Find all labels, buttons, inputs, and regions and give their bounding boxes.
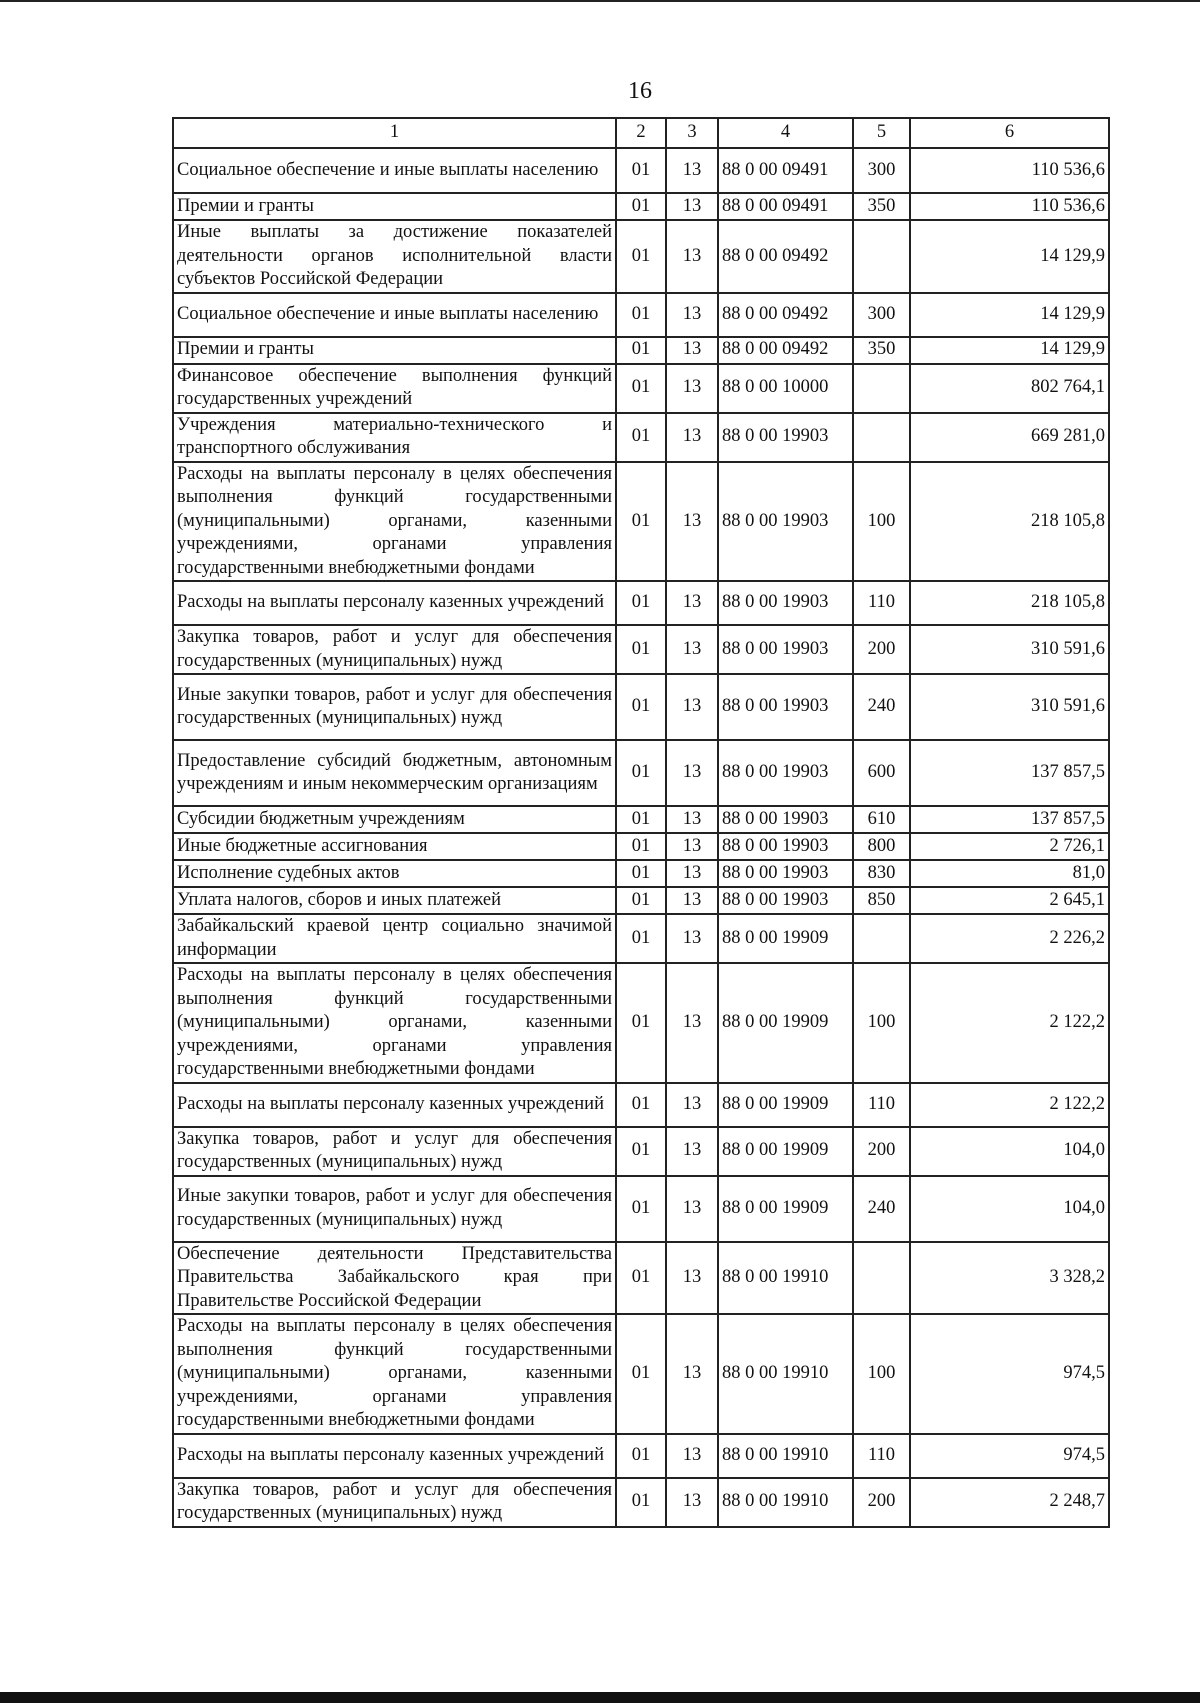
table-row bbox=[173, 581, 1109, 625]
row-expense-type-cell: 610 bbox=[853, 806, 910, 833]
row-target-code-cell: 88 0 00 19903 bbox=[718, 860, 853, 887]
row-name-cell: Премии и гранты bbox=[173, 193, 616, 220]
row-target-code-cell: 88 0 00 19903 bbox=[718, 740, 853, 806]
table-row bbox=[173, 1478, 1109, 1527]
row-expense-type-cell: 350 bbox=[853, 337, 910, 364]
row-subsection-cell: 13 bbox=[666, 1127, 718, 1176]
row-name-cell: Уплата налогов, сборов и иных платежей bbox=[173, 887, 616, 914]
row-subsection-cell: 13 bbox=[666, 193, 718, 220]
table-row bbox=[173, 740, 1109, 806]
row-section-cell: 01 bbox=[616, 1083, 666, 1127]
row-amount-cell: 110 536,6 bbox=[910, 148, 1109, 193]
row-section-cell: 01 bbox=[616, 337, 666, 364]
table-row bbox=[173, 887, 1109, 914]
table-row bbox=[173, 1176, 1109, 1242]
page-number: 16 bbox=[628, 78, 652, 104]
row-target-code-cell: 88 0 00 19909 bbox=[718, 1083, 853, 1127]
row-expense-type-cell: 110 bbox=[853, 581, 910, 625]
row-expense-type-cell: 350 bbox=[853, 193, 910, 220]
row-subsection-cell: 13 bbox=[666, 1083, 718, 1127]
row-amount-cell: 669 281,0 bbox=[910, 413, 1109, 462]
table-row bbox=[173, 833, 1109, 860]
row-expense-type-cell: 100 bbox=[853, 462, 910, 582]
row-name-cell: Обеспечение деятельности Представительства Правительства Забайкальского края при Правительстве Российской Федерации bbox=[173, 1242, 616, 1315]
row-target-code-cell: 88 0 00 19903 bbox=[718, 625, 853, 674]
row-expense-type-cell: 240 bbox=[853, 1176, 910, 1242]
table-row bbox=[173, 148, 1109, 193]
row-amount-cell: 218 105,8 bbox=[910, 581, 1109, 625]
row-section-cell: 01 bbox=[616, 148, 666, 193]
row-section-cell: 01 bbox=[616, 833, 666, 860]
row-target-code-cell: 88 0 00 10000 bbox=[718, 364, 853, 413]
scan-top-edge bbox=[0, 0, 1200, 2]
row-amount-cell: 2 726,1 bbox=[910, 833, 1109, 860]
row-section-cell: 01 bbox=[616, 963, 666, 1083]
table-row bbox=[173, 413, 1109, 462]
table-row bbox=[173, 1314, 1109, 1434]
row-subsection-cell: 13 bbox=[666, 148, 718, 193]
column-header-6: 6 bbox=[910, 118, 1109, 148]
row-target-code-cell: 88 0 00 19903 bbox=[718, 462, 853, 582]
row-section-cell: 01 bbox=[616, 413, 666, 462]
row-amount-cell: 2 122,2 bbox=[910, 963, 1109, 1083]
row-expense-type-cell: 240 bbox=[853, 674, 910, 740]
table-row bbox=[173, 293, 1109, 337]
row-target-code-cell: 88 0 00 19903 bbox=[718, 833, 853, 860]
row-section-cell: 01 bbox=[616, 887, 666, 914]
table-row bbox=[173, 364, 1109, 413]
row-subsection-cell: 13 bbox=[666, 1242, 718, 1315]
row-amount-cell: 104,0 bbox=[910, 1176, 1109, 1242]
row-name-cell: Премии и гранты bbox=[173, 337, 616, 364]
row-amount-cell: 137 857,5 bbox=[910, 740, 1109, 806]
table-row bbox=[173, 860, 1109, 887]
row-section-cell: 01 bbox=[616, 1242, 666, 1315]
row-amount-cell: 14 129,9 bbox=[910, 220, 1109, 293]
row-amount-cell: 81,0 bbox=[910, 860, 1109, 887]
row-amount-cell: 104,0 bbox=[910, 1127, 1109, 1176]
row-section-cell: 01 bbox=[616, 806, 666, 833]
row-amount-cell: 310 591,6 bbox=[910, 625, 1109, 674]
row-name-cell: Расходы на выплаты персоналу в целях обеспечения выполнения функций государственными (муниципальными) органами, казенными учреждениями, органами управления государственными внебюджетными фондами bbox=[173, 963, 616, 1083]
row-section-cell: 01 bbox=[616, 674, 666, 740]
row-expense-type-cell: 110 bbox=[853, 1083, 910, 1127]
row-section-cell: 01 bbox=[616, 625, 666, 674]
row-name-cell: Расходы на выплаты персоналу казенных учреждений bbox=[173, 1083, 616, 1127]
row-expense-type-cell bbox=[853, 364, 910, 413]
table-row bbox=[173, 1083, 1109, 1127]
row-amount-cell: 14 129,9 bbox=[910, 337, 1109, 364]
row-target-code-cell: 88 0 00 19909 bbox=[718, 1127, 853, 1176]
table-row bbox=[173, 193, 1109, 220]
row-name-cell: Учреждения материально-технического и транспортного обслуживания bbox=[173, 413, 616, 462]
row-target-code-cell: 88 0 00 19910 bbox=[718, 1314, 853, 1434]
row-target-code-cell: 88 0 00 19903 bbox=[718, 887, 853, 914]
row-expense-type-cell bbox=[853, 220, 910, 293]
row-subsection-cell: 13 bbox=[666, 581, 718, 625]
table-row bbox=[173, 1242, 1109, 1315]
row-target-code-cell: 88 0 00 09491 bbox=[718, 193, 853, 220]
row-name-cell: Предоставление субсидий бюджетным, автономным учреждениям и иным некоммерческим организациям bbox=[173, 740, 616, 806]
row-section-cell: 01 bbox=[616, 1434, 666, 1478]
column-header-4: 4 bbox=[718, 118, 853, 148]
row-target-code-cell: 88 0 00 19910 bbox=[718, 1434, 853, 1478]
row-name-cell: Субсидии бюджетным учреждениям bbox=[173, 806, 616, 833]
row-amount-cell: 3 328,2 bbox=[910, 1242, 1109, 1315]
row-subsection-cell: 13 bbox=[666, 833, 718, 860]
row-section-cell: 01 bbox=[616, 581, 666, 625]
row-target-code-cell: 88 0 00 19903 bbox=[718, 581, 853, 625]
scan-bottom-edge bbox=[0, 1692, 1200, 1703]
row-amount-cell: 110 536,6 bbox=[910, 193, 1109, 220]
row-section-cell: 01 bbox=[616, 1176, 666, 1242]
row-subsection-cell: 13 bbox=[666, 1176, 718, 1242]
row-amount-cell: 802 764,1 bbox=[910, 364, 1109, 413]
row-amount-cell: 310 591,6 bbox=[910, 674, 1109, 740]
row-section-cell: 01 bbox=[616, 293, 666, 337]
row-subsection-cell: 13 bbox=[666, 963, 718, 1083]
row-amount-cell: 2 226,2 bbox=[910, 914, 1109, 963]
row-amount-cell: 974,5 bbox=[910, 1314, 1109, 1434]
row-name-cell: Закупка товаров, работ и услуг для обеспечения государственных (муниципальных) нужд bbox=[173, 625, 616, 674]
row-subsection-cell: 13 bbox=[666, 740, 718, 806]
row-subsection-cell: 13 bbox=[666, 1434, 718, 1478]
row-expense-type-cell bbox=[853, 1242, 910, 1315]
row-expense-type-cell bbox=[853, 413, 910, 462]
row-subsection-cell: 13 bbox=[666, 914, 718, 963]
row-subsection-cell: 13 bbox=[666, 860, 718, 887]
row-name-cell: Иные закупки товаров, работ и услуг для обеспечения государственных (муниципальных) нужд bbox=[173, 674, 616, 740]
row-expense-type-cell: 100 bbox=[853, 1314, 910, 1434]
row-name-cell: Социальное обеспечение и иные выплаты населению bbox=[173, 293, 616, 337]
budget-table bbox=[172, 117, 1110, 1528]
table-header-row bbox=[173, 118, 1109, 148]
row-expense-type-cell: 110 bbox=[853, 1434, 910, 1478]
row-expense-type-cell: 300 bbox=[853, 148, 910, 193]
row-name-cell: Расходы на выплаты персоналу в целях обеспечения выполнения функций государственными (муниципальными) органами, казенными учреждениями, органами управления государственными внебюджетными фондами bbox=[173, 1314, 616, 1434]
table-row bbox=[173, 963, 1109, 1083]
row-target-code-cell: 88 0 00 19909 bbox=[718, 1176, 853, 1242]
row-subsection-cell: 13 bbox=[666, 220, 718, 293]
table-row bbox=[173, 337, 1109, 364]
row-subsection-cell: 13 bbox=[666, 1478, 718, 1527]
row-target-code-cell: 88 0 00 09492 bbox=[718, 293, 853, 337]
row-amount-cell: 974,5 bbox=[910, 1434, 1109, 1478]
table-row bbox=[173, 462, 1109, 582]
row-name-cell: Иные закупки товаров, работ и услуг для обеспечения государственных (муниципальных) нужд bbox=[173, 1176, 616, 1242]
row-section-cell: 01 bbox=[616, 1478, 666, 1527]
row-section-cell: 01 bbox=[616, 860, 666, 887]
row-amount-cell: 218 105,8 bbox=[910, 462, 1109, 582]
row-section-cell: 01 bbox=[616, 364, 666, 413]
table-row bbox=[173, 625, 1109, 674]
row-target-code-cell: 88 0 00 19903 bbox=[718, 674, 853, 740]
row-name-cell: Забайкальский краевой центр социально значимой информации bbox=[173, 914, 616, 963]
row-expense-type-cell: 200 bbox=[853, 1478, 910, 1527]
row-subsection-cell: 13 bbox=[666, 462, 718, 582]
row-name-cell: Расходы на выплаты персоналу казенных учреждений bbox=[173, 581, 616, 625]
row-target-code-cell: 88 0 00 19903 bbox=[718, 413, 853, 462]
row-section-cell: 01 bbox=[616, 914, 666, 963]
row-target-code-cell: 88 0 00 19909 bbox=[718, 914, 853, 963]
row-section-cell: 01 bbox=[616, 740, 666, 806]
row-expense-type-cell: 100 bbox=[853, 963, 910, 1083]
row-target-code-cell: 88 0 00 19910 bbox=[718, 1242, 853, 1315]
row-amount-cell: 2 248,7 bbox=[910, 1478, 1109, 1527]
column-header-2: 2 bbox=[616, 118, 666, 148]
row-subsection-cell: 13 bbox=[666, 364, 718, 413]
row-name-cell: Закупка товаров, работ и услуг для обеспечения государственных (муниципальных) нужд bbox=[173, 1478, 616, 1527]
row-name-cell: Расходы на выплаты персоналу казенных учреждений bbox=[173, 1434, 616, 1478]
row-subsection-cell: 13 bbox=[666, 413, 718, 462]
table-row bbox=[173, 806, 1109, 833]
row-expense-type-cell: 600 bbox=[853, 740, 910, 806]
column-header-1: 1 bbox=[173, 118, 616, 148]
row-name-cell: Расходы на выплаты персоналу в целях обеспечения выполнения функций государственными (муниципальными) органами, казенными учреждениями, органами управления государственными внебюджетными фондами bbox=[173, 462, 616, 582]
row-target-code-cell: 88 0 00 09492 bbox=[718, 220, 853, 293]
row-amount-cell: 2 122,2 bbox=[910, 1083, 1109, 1127]
row-subsection-cell: 13 bbox=[666, 887, 718, 914]
row-section-cell: 01 bbox=[616, 1314, 666, 1434]
row-name-cell: Социальное обеспечение и иные выплаты населению bbox=[173, 148, 616, 193]
row-subsection-cell: 13 bbox=[666, 674, 718, 740]
row-expense-type-cell: 830 bbox=[853, 860, 910, 887]
row-expense-type-cell bbox=[853, 914, 910, 963]
row-amount-cell: 14 129,9 bbox=[910, 293, 1109, 337]
row-expense-type-cell: 300 bbox=[853, 293, 910, 337]
row-target-code-cell: 88 0 00 19909 bbox=[718, 963, 853, 1083]
row-expense-type-cell: 200 bbox=[853, 625, 910, 674]
row-expense-type-cell: 850 bbox=[853, 887, 910, 914]
row-name-cell: Закупка товаров, работ и услуг для обеспечения государственных (муниципальных) нужд bbox=[173, 1127, 616, 1176]
row-expense-type-cell: 200 bbox=[853, 1127, 910, 1176]
row-amount-cell: 137 857,5 bbox=[910, 806, 1109, 833]
row-subsection-cell: 13 bbox=[666, 337, 718, 364]
row-name-cell: Иные выплаты за достижение показателей деятельности органов исполнительной власти субъектов Российской Федерации bbox=[173, 220, 616, 293]
row-subsection-cell: 13 bbox=[666, 806, 718, 833]
row-section-cell: 01 bbox=[616, 220, 666, 293]
column-header-5: 5 bbox=[853, 118, 910, 148]
row-subsection-cell: 13 bbox=[666, 293, 718, 337]
table-row bbox=[173, 220, 1109, 293]
row-target-code-cell: 88 0 00 19903 bbox=[718, 806, 853, 833]
row-name-cell: Финансовое обеспечение выполнения функций государственных учреждений bbox=[173, 364, 616, 413]
table-row bbox=[173, 674, 1109, 740]
row-section-cell: 01 bbox=[616, 462, 666, 582]
row-amount-cell: 2 645,1 bbox=[910, 887, 1109, 914]
table-row bbox=[173, 1434, 1109, 1478]
row-name-cell: Исполнение судебных актов bbox=[173, 860, 616, 887]
column-header-3: 3 bbox=[666, 118, 718, 148]
row-target-code-cell: 88 0 00 09491 bbox=[718, 148, 853, 193]
row-expense-type-cell: 800 bbox=[853, 833, 910, 860]
row-section-cell: 01 bbox=[616, 1127, 666, 1176]
row-section-cell: 01 bbox=[616, 193, 666, 220]
table-row bbox=[173, 914, 1109, 963]
table-row bbox=[173, 1127, 1109, 1176]
row-subsection-cell: 13 bbox=[666, 625, 718, 674]
row-target-code-cell: 88 0 00 19910 bbox=[718, 1478, 853, 1527]
row-subsection-cell: 13 bbox=[666, 1314, 718, 1434]
row-name-cell: Иные бюджетные ассигнования bbox=[173, 833, 616, 860]
row-target-code-cell: 88 0 00 09492 bbox=[718, 337, 853, 364]
